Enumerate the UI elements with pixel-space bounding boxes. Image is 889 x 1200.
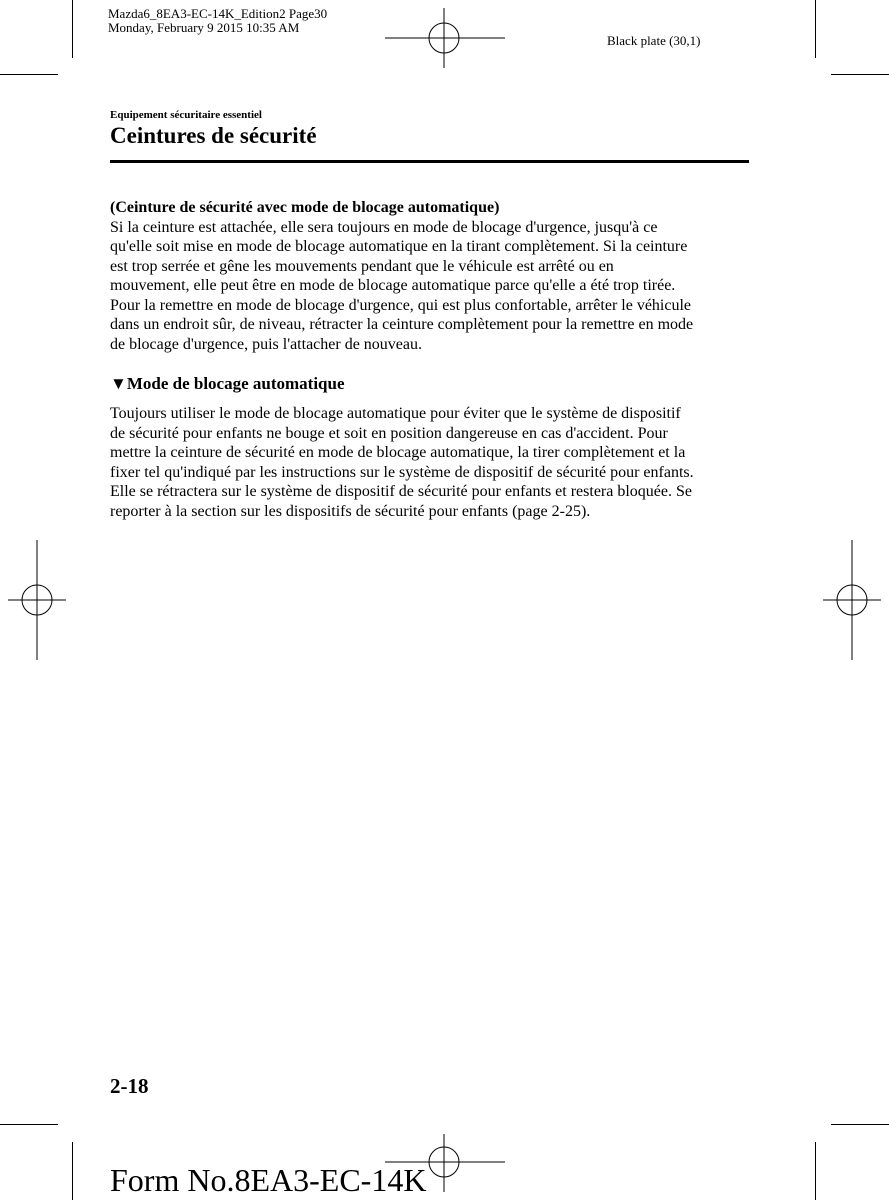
paragraph-heading: (Ceinture de sécurité avec mode de blocage automatique) xyxy=(110,199,500,216)
form-number: Form No.8EA3-EC-14K xyxy=(110,1162,427,1198)
paragraph-auto-lock xyxy=(110,198,750,354)
section-label: Equipement sécuritaire essentiel xyxy=(110,109,262,121)
para1-line: de blocage d'urgence, puis l'attacher de nouveau. xyxy=(110,335,423,353)
para1-line: est trop serrée et gêne les mouvements pendant que le véhicule est arrêté ou en xyxy=(110,257,614,275)
para1-line: Pour la remettre en mode de blocage d'urgence, qui est plus confortable, arrêter le véhicule xyxy=(110,296,692,314)
subheading-auto-lock-mode: ▼Mode de blocage automatique xyxy=(110,374,345,393)
para2-line: fixer tel qu'indiqué par les instructions sur le système de dispositif de sécurité pour enfants. xyxy=(110,463,694,481)
para2-line: mettre la ceinture de sécurité en mode de blocage automatique, la tirer complètement et la xyxy=(110,444,686,461)
para1-line: mouvement, elle peut être en mode de blocage automatique parce qu'elle a été trop tirée. xyxy=(110,277,676,294)
print-header xyxy=(108,7,327,35)
para1-line: qu'elle soit mise en mode de blocage automatique en la tirant complètement. Si la ceinture xyxy=(110,238,688,255)
para1-line: dans un endroit sûr, de niveau, rétracter la ceinture complètement pour la remettre en mode xyxy=(110,316,694,333)
header-rule xyxy=(110,160,749,163)
para1-line: Si la ceinture est attachée, elle sera toujours en mode de blocage d'urgence, jusqu'à ce xyxy=(110,218,658,236)
page-title: Ceintures de sécurité xyxy=(110,123,317,148)
paragraph-child-seat xyxy=(110,404,750,521)
page-number: 2-18 xyxy=(110,1074,149,1098)
print-header-line2: Monday, February 9 2015 10:35 AM xyxy=(108,20,300,35)
para2-line: reporter à la section sur les dispositifs de sécurité pour enfants (page 2-25). xyxy=(110,502,591,520)
para2-line: Elle se rétractera sur le système de dispositif de sécurité pour enfants et restera bloquée. Se xyxy=(110,483,692,500)
para2-line: Toujours utiliser le mode de blocage automatique pour éviter que le système de dispositif xyxy=(110,405,681,422)
para2-line: de sécurité pour enfants ne bouge et soit en position dangereuse en cas d'accident. Pour xyxy=(110,424,668,442)
print-header-line1: Mazda6_8EA3-EC-14K_Edition2 Page30 xyxy=(108,6,328,21)
plate-label: Black plate (30,1) xyxy=(607,33,701,48)
